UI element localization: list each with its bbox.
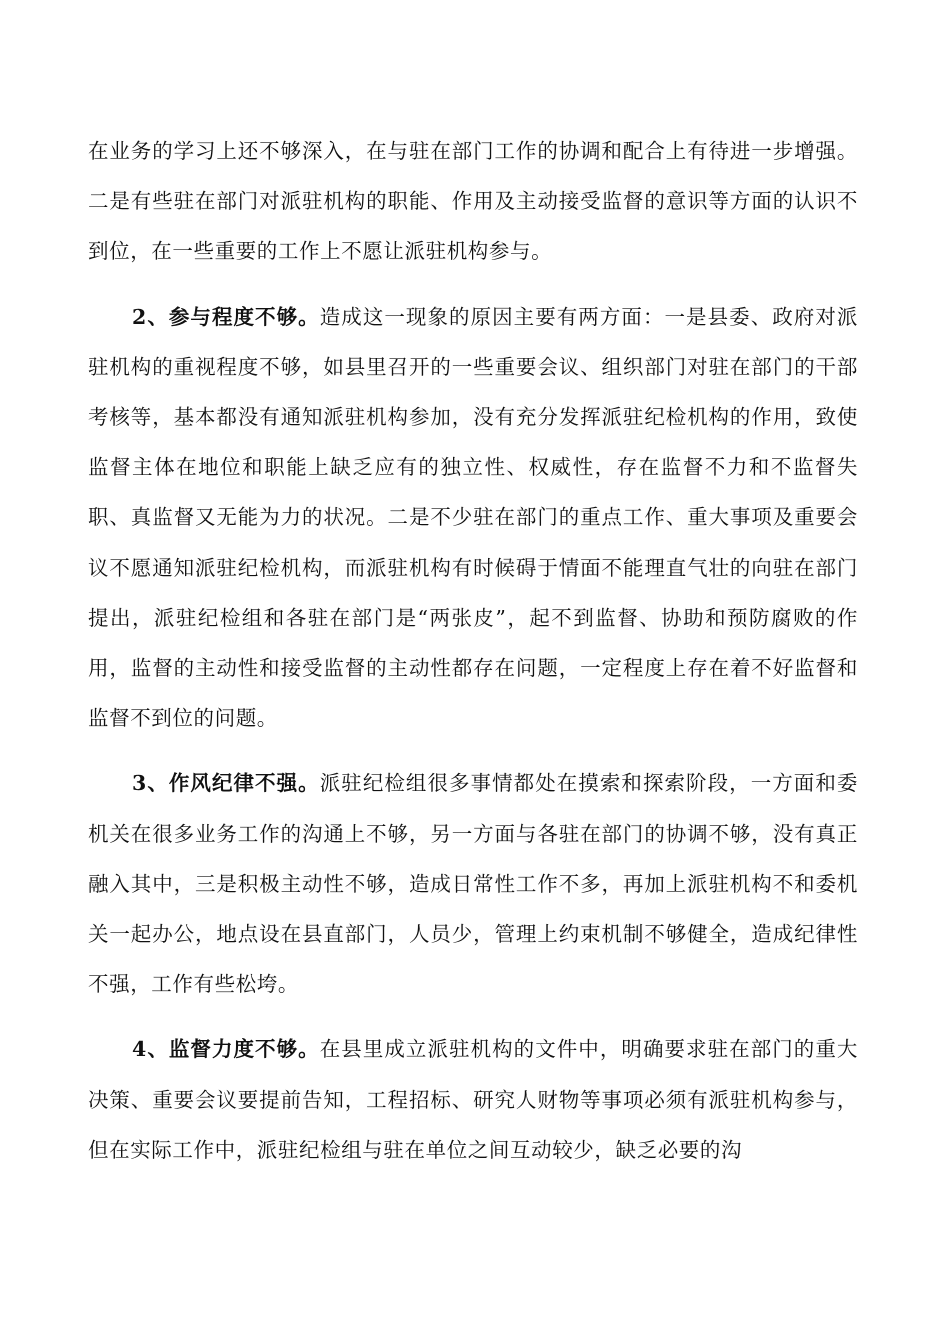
paragraph-4-text: 在县里成立派驻机构的文件中，明确要求驻在部门的重大决策、重要会议要提前告知，工程招标、研究人财物等事项必须有派驻机构参与，但在实际工作中，派驻纪检组与驻在单位之间互动较少，缺乏必要的沟 [88, 1037, 859, 1162]
paragraph-2 [88, 292, 858, 744]
paragraph-3 [88, 758, 858, 1009]
paragraph-1-text: 在业务的学习上还不够深入，在与驻在部门工作的协调和配合上有待进一步增强。二是有些驻在部门对派驻机构的职能、作用及主动接受监督的意识等方面的认识不到位，在一些重要的工作上不愿让派驻机构参与。 [88, 139, 858, 264]
paragraph-3-text: 派驻纪检组很多事情都处在摸索和探索阶段，一方面和委机关在很多业务工作的沟通上不够，另一方面与各驻在部门的协调不够，没有真正融入其中，三是积极主动性不够，造成日常性工作不多，再加上派驻机构不和委机关一起办公，地点设在县直部门，人员少，管理上约束机制不够健全，造成纪律性不强，工作有些松垮。 [88, 771, 859, 997]
paragraph-4 [88, 1024, 858, 1175]
paragraph-1 [88, 126, 858, 277]
paragraph-4-heading: 4、监督力度不够。 [132, 1037, 320, 1062]
document-body [88, 126, 858, 1175]
paragraph-3-heading: 3、作风纪律不强。 [132, 771, 320, 796]
paragraph-2-text: 造成这一现象的原因主要有两方面：一是县委、政府对派驻机构的重视程度不够，如县里召开的一些重要会议、组织部门对驻在部门的干部考核等，基本都没有通知派驻机构参加，没有充分发挥派驻纪检机构的作用，致使监督主体在地位和职能上缺乏应有的独立性、权威性，存在监督不力和不监督失职、真监督又无能为力的状况。二是不少驻在部门的重点工作、重大事项及重要会议不愿通知派驻纪检机构，而派驻机构有时候碍于情面不能理直气壮的向驻在部门提出，派驻纪检组和各驻在部门是“两张皮”，起不到监督、协助和预防腐败的作用，监督的主动性和接受监督的主动性都存在问题，一定程度上存在着不好监督和监督不到位的问题。 [88, 304, 859, 731]
paragraph-2-heading: 2、参与程度不够。 [132, 304, 320, 329]
